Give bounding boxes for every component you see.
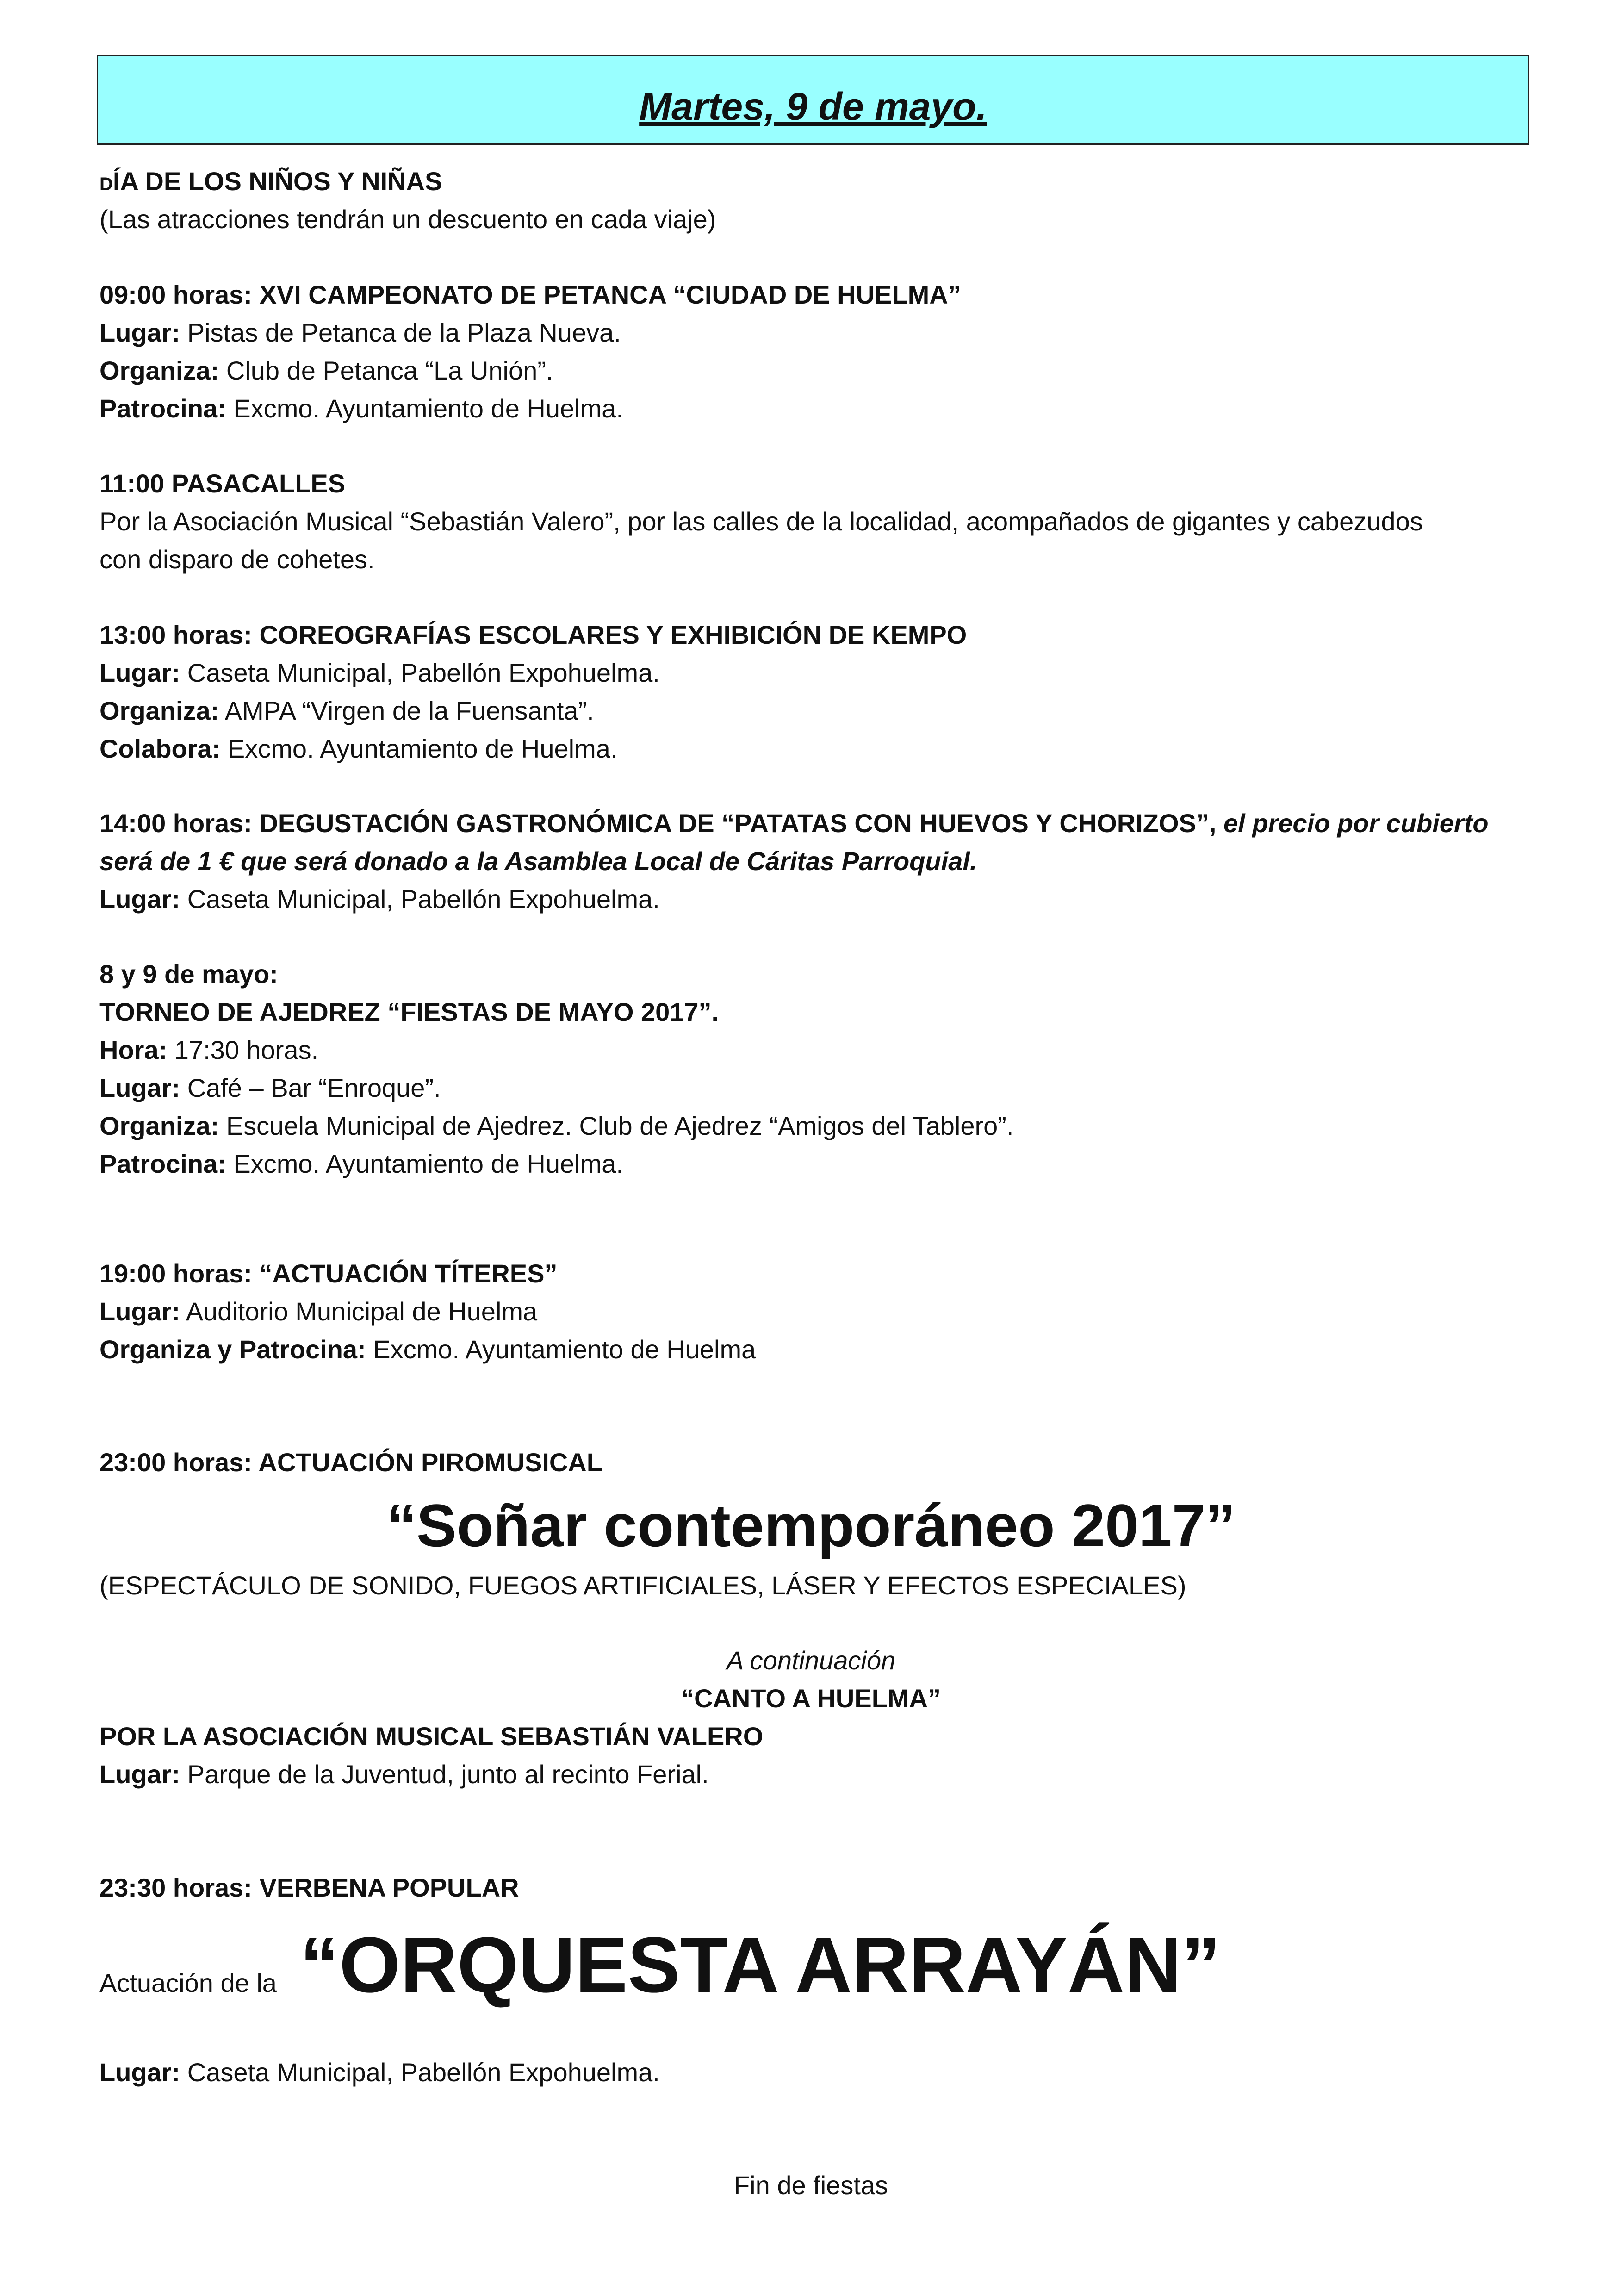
lugar-value: Café – Bar “Enroque”.	[180, 1073, 441, 1102]
lugar-value: Parque de la Juventud, junto al recinto Ferial.	[180, 1760, 709, 1789]
degustacion-heading-text: 14:00 horas: DEGUSTACIÓN GASTRONÓMICA DE “PATATAS CON HUEVOS Y CHORIZOS”,	[99, 809, 1217, 838]
lugar-value: Pistas de Petanca de la Plaza Nueva.	[180, 318, 621, 347]
ajedrez-organiza	[99, 1107, 1013, 1145]
lugar-label: Lugar:	[99, 1297, 180, 1326]
lugar-label: Lugar:	[99, 1073, 180, 1102]
hora-value: 17:30 horas.	[167, 1035, 319, 1064]
lugar-label: Lugar:	[99, 2058, 180, 2087]
piromusical-lugar	[99, 1755, 709, 1793]
degustacion-heading	[99, 804, 1489, 842]
organiza-value: Excmo. Ayuntamiento de Huelma	[366, 1335, 756, 1364]
lugar-label: Lugar:	[99, 658, 180, 687]
petanca-heading: 09:00 horas: XVI CAMPEONATO DE PETANCA “CIUDAD DE HUELMA”	[99, 280, 961, 309]
coreografias-colabora	[99, 730, 617, 768]
pasacalles-line2: con disparo de cohetes.	[99, 545, 375, 574]
petanca-organiza	[99, 352, 553, 390]
titeres-organiza	[99, 1331, 756, 1369]
canto-a-huelma: “CANTO A HUELMA”	[681, 1684, 941, 1713]
date-banner	[97, 55, 1529, 145]
piromusical-heading: 23:00 horas: ACTUACIÓN PIROMUSICAL	[99, 1448, 602, 1477]
piromusical-continuacion: A continuación	[726, 1646, 896, 1675]
page-title: Martes, 9 de mayo.	[639, 85, 987, 128]
verbena-lugar	[99, 2053, 660, 2091]
degustacion-heading-italic: el precio por cubierto	[1216, 809, 1489, 838]
petanca-patrocina	[99, 390, 623, 428]
colabora-value: Excmo. Ayuntamiento de Huelma.	[220, 734, 618, 763]
lugar-label: Lugar:	[99, 1760, 180, 1789]
patrocina-value: Excmo. Ayuntamiento de Huelma.	[226, 1149, 623, 1178]
colabora-label: Colabora:	[99, 734, 221, 763]
patrocina-label: Patrocina:	[99, 394, 226, 423]
dia-heading	[99, 162, 442, 203]
ajedrez-heading: TORNEO DE AJEDREZ “FIESTAS DE MAYO 2017”.	[99, 997, 719, 1027]
lugar-label: Lugar:	[99, 884, 180, 914]
petanca-lugar	[99, 314, 621, 352]
verbena-actuacion: Actuación de la	[99, 1968, 277, 1997]
coreografias-heading: 13:00 horas: COREOGRAFÍAS ESCOLARES Y EXHIBICIÓN DE KEMPO	[99, 620, 967, 649]
organiza-label: Organiza:	[99, 1111, 219, 1140]
lugar-value: Auditorio Municipal de Huelma	[180, 1297, 538, 1326]
ajedrez-dates: 8 y 9 de mayo:	[99, 959, 278, 989]
titeres-heading: 19:00 horas: “ACTUACIÓN TÍTERES”	[99, 1259, 558, 1288]
verbena-orquesta-line	[99, 1921, 1221, 2027]
titeres-lugar	[99, 1293, 537, 1331]
degustacion-lugar	[99, 880, 660, 918]
piromusical-title: “Soñar contemporáneo 2017”	[386, 1492, 1236, 1559]
ajedrez-lugar	[99, 1069, 441, 1107]
organiza-label: Organiza:	[99, 696, 219, 725]
patrocina-label: Patrocina:	[99, 1149, 226, 1178]
dia-title-prefix: D	[99, 174, 113, 194]
piromusical-asociacion: POR LA ASOCIACIÓN MUSICAL SEBASTIÁN VALERO	[99, 1722, 764, 1751]
organiza-label: Organiza:	[99, 356, 219, 385]
degustacion-line2: será de 1 € que será donado a la Asamblea Local de Cáritas Parroquial.	[99, 846, 977, 876]
dia-note: (Las atracciones tendrán un descuento en cada viaje)	[99, 205, 716, 234]
lugar-value: Caseta Municipal, Pabellón Expohuelma.	[180, 2058, 660, 2087]
lugar-value: Caseta Municipal, Pabellón Expohuelma.	[180, 884, 660, 914]
dia-title-rest: ÍA DE LOS NIÑOS Y NIÑAS	[112, 167, 442, 196]
patrocina-value: Excmo. Ayuntamiento de Huelma.	[226, 394, 623, 423]
orquesta-name: “ORQUESTA ARRAYÁN”	[299, 1921, 1221, 2009]
coreografias-organiza	[99, 692, 594, 730]
organiza-label: Organiza y Patrocina:	[99, 1335, 366, 1364]
piromusical-subtitle: (ESPECTÁCULO DE SONIDO, FUEGOS ARTIFICIALES, LÁSER Y EFECTOS ESPECIALES)	[99, 1571, 1186, 1600]
ajedrez-hora	[99, 1031, 318, 1069]
pasacalles-line1: Por la Asociación Musical “Sebastián Valero”, por las calles de la localidad, acompañados de gigantes y cabezudos	[99, 507, 1423, 536]
verbena-heading: 23:30 horas: VERBENA POPULAR	[99, 1873, 519, 1902]
organiza-value: AMPA “Virgen de la Fuensanta”.	[219, 696, 594, 725]
lugar-label: Lugar:	[99, 318, 180, 347]
organiza-value: Escuela Municipal de Ajedrez. Club de Ajedrez “Amigos del Tablero”.	[219, 1111, 1014, 1140]
ajedrez-patrocina	[99, 1145, 623, 1183]
coreografias-lugar	[99, 654, 660, 692]
lugar-value: Caseta Municipal, Pabellón Expohuelma.	[180, 658, 660, 687]
pasacalles-heading: 11:00 PASACALLES	[99, 469, 346, 498]
hora-label: Hora:	[99, 1035, 168, 1064]
organiza-value: Club de Petanca “La Unión”.	[219, 356, 553, 385]
fin-de-fiestas: Fin de fiestas	[733, 2171, 888, 2200]
